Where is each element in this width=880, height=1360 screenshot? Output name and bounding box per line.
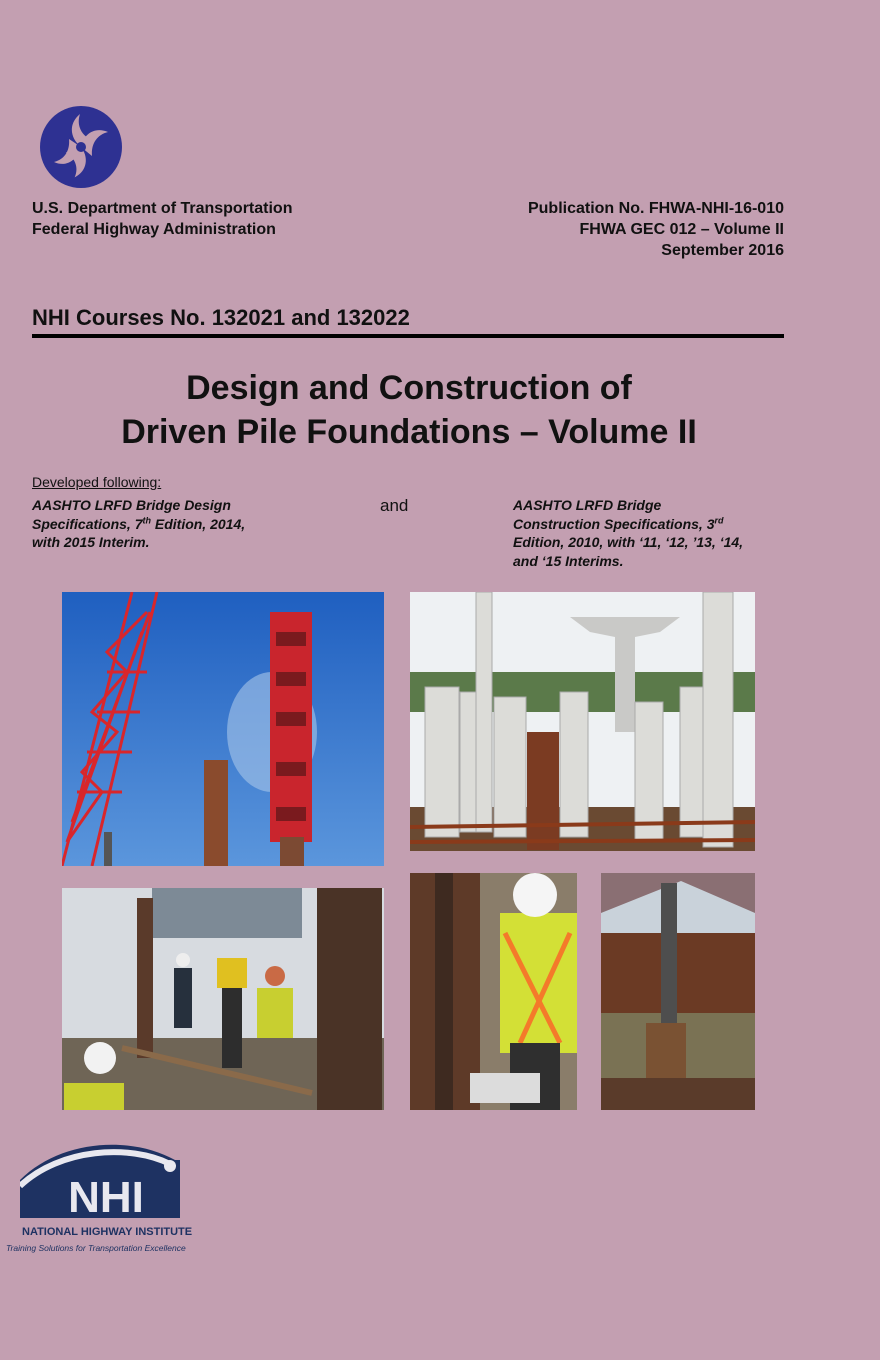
- construction-spec-reference: [513, 496, 803, 570]
- publication-block: [528, 198, 784, 261]
- photo-pile-driving-crane: [62, 592, 384, 866]
- design-spec-line-1: AASHTO LRFD Bridge Design: [32, 497, 231, 513]
- publication-date: September 2016: [661, 242, 784, 259]
- design-spec-line-2: Specifications, 7th Edition, 2014,: [32, 514, 246, 532]
- gec-number: FHWA GEC 012 – Volume II: [579, 221, 784, 238]
- construction-spec-line-3: Edition, 2010, with ‘11, ‘12, ’13, ‘14,: [513, 534, 744, 550]
- photo-beam-load-test: [601, 873, 755, 1110]
- publication-number: Publication No. FHWA-NHI-16-010: [527, 200, 784, 217]
- heading-divider: [32, 334, 784, 338]
- svg-text:NHI: NHI: [68, 1173, 144, 1218]
- document-title: [0, 366, 818, 454]
- agency-line-2: Federal Highway Administration: [32, 221, 276, 238]
- developed-following-label: Developed following:: [32, 474, 162, 490]
- construction-spec-line-1: AASHTO LRFD Bridge: [513, 497, 662, 513]
- nhi-tagline: Training Solutions for Transportation Excellence: [6, 1243, 186, 1253]
- construction-spec-line-4: and ‘15 Interims.: [513, 552, 624, 569]
- and-connector: and: [380, 496, 409, 515]
- design-spec-reference: [32, 496, 302, 552]
- agency-line-1: U.S. Department of Transportation: [32, 200, 293, 217]
- photo-pile-testing-crew: [62, 888, 384, 1110]
- nhi-logo-icon: [20, 1140, 180, 1218]
- photo-concrete-piles: [410, 592, 755, 851]
- courses-heading: NHI Courses No. 132021 and 132022: [32, 305, 410, 330]
- agency-block: [32, 198, 292, 240]
- title-line-1: Design and Construction of: [186, 369, 632, 407]
- nhi-institute-name: NATIONAL HIGHWAY INSTITUTE: [22, 1226, 193, 1238]
- photo-worker-gauge: [410, 873, 577, 1110]
- construction-spec-line-2: Construction Specifications, 3rd: [513, 514, 724, 532]
- design-spec-line-3: with 2015 Interim.: [32, 534, 150, 550]
- dot-tri-star-logo-icon: [40, 106, 122, 188]
- title-line-2: Driven Pile Foundations – Volume II: [121, 413, 697, 451]
